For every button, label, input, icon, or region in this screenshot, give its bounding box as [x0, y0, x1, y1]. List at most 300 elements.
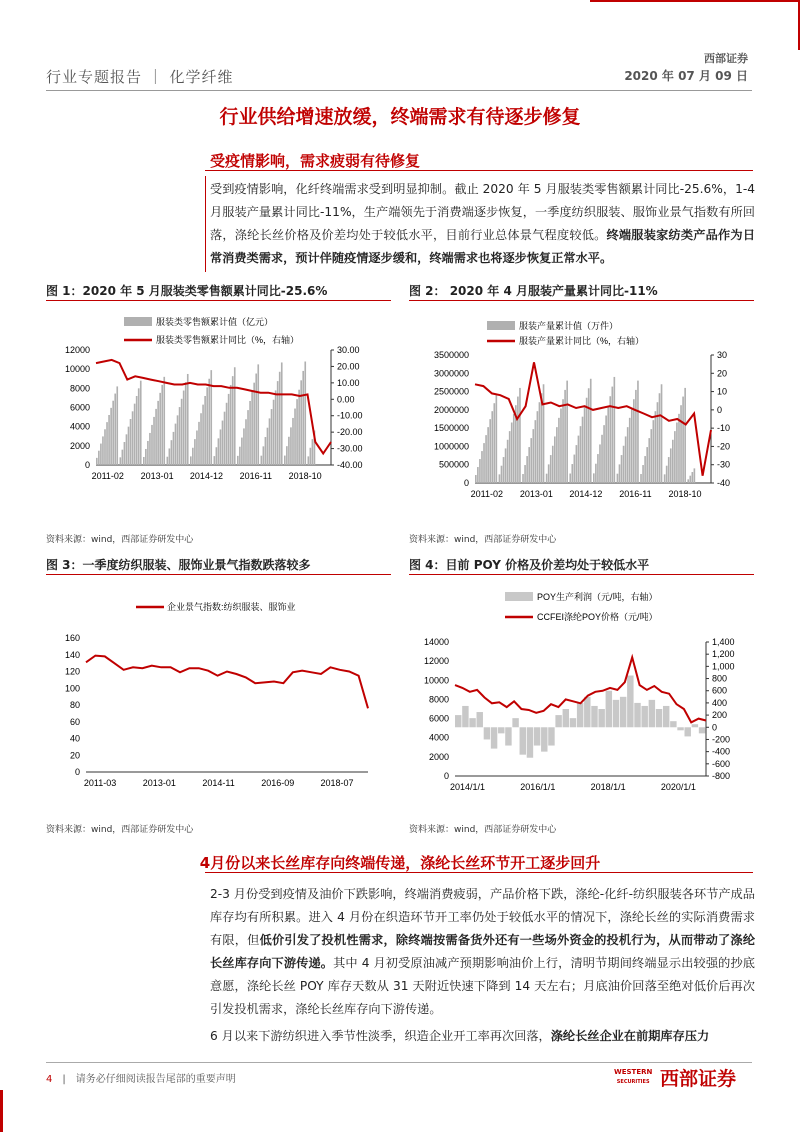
- chart2-bar: [625, 436, 627, 483]
- chart2-xtick: 2016-11: [619, 489, 652, 499]
- chart2-bar: [524, 465, 526, 483]
- chart4-profit-bar: [692, 724, 698, 727]
- section-divider-1: [205, 170, 753, 171]
- chart2-bar: [635, 390, 637, 483]
- chart2-bar: [659, 393, 661, 483]
- chart1-bar: [161, 385, 163, 465]
- chart1-bar: [192, 448, 194, 465]
- chart4-ytick-right: -400: [712, 746, 731, 757]
- chart1-bar: [271, 409, 273, 465]
- chart1-ytick-right: 0.00: [337, 394, 355, 405]
- chart2-bar: [680, 405, 682, 483]
- chart3-xtick: 2011-03: [83, 778, 117, 788]
- chart2-bar: [650, 429, 652, 483]
- chart1-bar: [181, 399, 183, 465]
- chart1-bar: [175, 424, 177, 465]
- chart4-profit-bar: [498, 727, 504, 733]
- chart3-ytick-left: 140: [64, 649, 80, 660]
- chart1-xtick: 2016-11: [239, 471, 272, 481]
- chart2-bar: [543, 384, 545, 483]
- fig3-source: 资料来源：wind，西部证券研发中心: [46, 825, 194, 835]
- chart1-bar: [124, 442, 126, 465]
- chart2-bar: [560, 409, 562, 483]
- fig1-source: 资料来源：wind，西部证券研发中心: [46, 535, 194, 545]
- chart1-bar: [140, 381, 142, 465]
- chart4-profit-bar: [649, 700, 655, 727]
- chart1-bar: [202, 405, 204, 465]
- chart4-profit-bar: [670, 721, 676, 727]
- chart1-bar: [220, 429, 222, 465]
- chart2-bar: [507, 440, 509, 483]
- chart4-profit-bar: [455, 715, 461, 727]
- chart4-profit-bar: [520, 727, 526, 754]
- chart4-profit-bar: [684, 727, 690, 736]
- chart3-xtick: 2013-01: [142, 778, 176, 788]
- logo-english: WESTERN SECURITIES: [614, 1068, 653, 1085]
- chart1-bar: [304, 362, 306, 466]
- chart2-bar: [670, 448, 672, 483]
- chart1-ytick-right: 20.00: [337, 361, 360, 372]
- chart1-bar: [177, 415, 179, 465]
- chart1-bar: [149, 433, 151, 465]
- chart3-ytick-left: 60: [69, 716, 80, 727]
- chart2-xtick: 2018-10: [668, 489, 702, 499]
- chart1-bar: [261, 456, 263, 465]
- chart1-bar: [110, 408, 112, 465]
- chart2-bar: [694, 468, 696, 483]
- chart2-bar: [548, 464, 550, 483]
- chart1-ytick-left: 10000: [64, 364, 90, 375]
- chart4-ytick-right: 200: [712, 710, 728, 721]
- chart4-ytick-left: 6000: [428, 713, 449, 724]
- chart1-bar: [187, 374, 189, 465]
- chart4-ytick-right: 400: [712, 697, 728, 708]
- chart1-bar: [102, 436, 104, 465]
- chart1-bar: [204, 396, 206, 465]
- chart-2: [409, 305, 754, 520]
- chart1-ytick-left: 2000: [69, 440, 90, 451]
- chart4-profit-bar: [656, 709, 662, 727]
- chart1-bar: [257, 364, 259, 465]
- chart2-bar: [684, 388, 686, 483]
- chart4-xtick: 2018/1/1: [590, 782, 626, 792]
- chart2-bar: [496, 395, 498, 483]
- chart1-bar: [171, 440, 173, 465]
- chart4-xtick: 2016/1/1: [520, 782, 556, 792]
- chart2-bar: [674, 431, 676, 483]
- chart1-bar: [298, 390, 300, 465]
- chart2-bar: [609, 396, 611, 483]
- chart1-bar: [116, 386, 118, 465]
- chart1-bar: [128, 427, 130, 465]
- chart1-bar: [251, 392, 253, 465]
- chart2-bar: [655, 411, 657, 483]
- chart2-bar: [541, 393, 543, 483]
- chart4-profit-bar: [613, 700, 619, 727]
- chart1-bar: [136, 396, 138, 465]
- chart2-bar: [574, 455, 576, 483]
- fig4-source: 资料来源：wind，西部证券研发中心: [409, 825, 557, 835]
- chart1-legend-line: 服装类零售额累计同比（%，右轴）: [156, 335, 300, 345]
- chart4-profit-bar: [512, 718, 518, 727]
- footer-divider: [46, 1062, 752, 1063]
- chart2-ytick-left: 2500000: [433, 386, 469, 397]
- paragraph-marker: [205, 176, 206, 272]
- chart1-bar: [98, 451, 100, 465]
- chart3-legend: [136, 601, 296, 612]
- chart1-bar: [279, 372, 281, 465]
- chart1-bar: [263, 446, 265, 465]
- chart2-bar: [475, 475, 477, 483]
- chart2-bar: [621, 455, 623, 483]
- section-heading-2: 4月份以来长丝库存向终端传递，涤纶长丝环节开工逐步回升: [199, 854, 601, 872]
- chart1-bar: [234, 367, 236, 465]
- chart4-profit-bar: [555, 715, 561, 727]
- chart1-xtick: 2018-10: [288, 471, 322, 481]
- chart4-legend-area: POY生产利润（元/吨，右轴）: [537, 592, 658, 602]
- chart1-bar: [230, 385, 232, 465]
- chart1-bar: [308, 456, 310, 465]
- chart4-ytick-left: 10000: [423, 675, 449, 686]
- chart4-legend-line: CCFEI涤纶POY价格（元/吨）: [537, 612, 658, 622]
- chart1-bar: [239, 447, 241, 465]
- chart2-bar: [599, 444, 601, 483]
- chart1-bar: [134, 404, 136, 465]
- chart1-bar: [155, 409, 157, 465]
- chart1-bar: [132, 411, 134, 465]
- chart4-profit-bar: [491, 727, 497, 748]
- chart4-ytick-right: 1,200: [712, 649, 735, 660]
- chart2-bar: [666, 466, 668, 483]
- chart4-profit-bar: [584, 697, 590, 727]
- chart4-profit-bar: [634, 703, 640, 727]
- chart4-profit-bar: [570, 718, 576, 727]
- chart2-ytick-right: -20: [717, 441, 731, 452]
- chart4-profit-bar: [699, 727, 705, 733]
- chart4-profit-bar: [641, 706, 647, 727]
- chart4-profit-bar: [505, 727, 511, 745]
- chart2-bar: [493, 403, 495, 483]
- chart2-bar: [631, 409, 633, 483]
- chart1-bar: [198, 422, 200, 465]
- chart1-ytick-right: 30.00: [337, 345, 360, 355]
- chart3-ytick-left: 120: [64, 666, 80, 677]
- chart1-bar: [114, 394, 116, 465]
- chart2-bar: [627, 427, 629, 483]
- fig4-title: 图 4：目前 POY 价格及价差均处于较低水平: [409, 558, 650, 572]
- section2-paragraph-2: 6 月以来下游纺织进入季节性淡季，织造企业开工率再次回落，涤纶长丝企业在前期库存压力: [210, 1029, 710, 1043]
- chart2-ytick-left: 0: [463, 478, 469, 488]
- chart4-ytick-right: 600: [712, 685, 728, 696]
- chart1-bar: [185, 382, 187, 465]
- chart2-bar: [537, 411, 539, 483]
- chart1-bar: [173, 432, 175, 465]
- chart2-bar: [682, 397, 684, 483]
- chart2-bar: [562, 399, 564, 483]
- page-title: 行业供给增速放缓，终端需求有待逐步修复: [219, 106, 581, 128]
- chart2-bar: [477, 467, 479, 483]
- chart2-legend: [487, 320, 644, 347]
- chart1-bar: [237, 456, 239, 465]
- chart2-bar: [661, 384, 663, 483]
- chart2-bar: [511, 422, 513, 483]
- chart1-bar: [249, 401, 251, 465]
- chart2-xtick: 2013-01: [519, 489, 553, 499]
- section1-paragraph: 受到疫情影响，化纤终端需求受到明显抑制。截止 2020 年 5 月服装类零售额累计同比-25.6%，1-4 月服装产量累计同比-11%，生产端领先于消费端逐步恢复，一季度纺织服装、服饰业景气指数有所回落，涤纶长丝价格及价差均处于较低水平，目前行业总体景气程度较低。终端服装家纺类产品作为日常消费类需求，预计伴随疫情逐步缓和，终端需求也将逐步恢复正常水平。: [210, 182, 756, 265]
- chart1-bar: [206, 387, 208, 465]
- chart4-profit-bar: [548, 727, 554, 745]
- chart1-ytick-left: 8000: [69, 383, 90, 394]
- chart1-bar: [210, 370, 212, 465]
- chart1-bar: [224, 412, 226, 465]
- chart2-bar: [528, 447, 530, 483]
- chart1-bar: [200, 413, 202, 465]
- chart1-bar: [310, 448, 312, 465]
- chart2-bar: [676, 422, 678, 483]
- chart1-bar: [296, 399, 298, 465]
- chart4-profit-bar: [541, 727, 547, 751]
- chart2-bar: [552, 446, 554, 483]
- chart1-bar: [243, 428, 245, 465]
- chart2-bar: [614, 377, 616, 483]
- chart2-bar: [633, 399, 635, 483]
- chart2-bar: [485, 435, 487, 483]
- chart2-bar: [489, 419, 491, 483]
- chart2-bar: [483, 443, 485, 483]
- chart4-ytick-right: 0: [712, 722, 718, 733]
- chart3-xtick: 2014-11: [202, 778, 235, 788]
- chart1-bar: [208, 379, 210, 465]
- chart2-bar: [558, 418, 560, 483]
- chart1-xtick: 2013-01: [140, 471, 174, 481]
- chart2-bar: [546, 474, 548, 483]
- chart2-bar: [653, 420, 655, 483]
- chart2-bar: [619, 464, 621, 483]
- chart2-bar: [588, 388, 590, 483]
- chart1-bar: [286, 446, 288, 465]
- chart1-bar: [145, 449, 147, 465]
- chart-1: [46, 305, 391, 520]
- report-date: 2020 年 07 月 09 日: [624, 69, 748, 83]
- chart1-bar: [138, 388, 140, 465]
- chart2-bar: [607, 406, 609, 483]
- chart1-bar: [218, 438, 220, 465]
- chart2-bar: [672, 440, 674, 483]
- chart1-bar: [222, 421, 224, 465]
- chart1-bar: [300, 380, 302, 465]
- chart4-profit-bar: [527, 727, 533, 757]
- chart1-bar: [153, 417, 155, 465]
- chart2-ytick-right: 30: [717, 350, 728, 360]
- chart3-ytick-left: 80: [69, 700, 80, 710]
- chart4-ytick-left: 12000: [423, 656, 449, 667]
- chart2-ytick-left: 3500000: [433, 350, 469, 360]
- chart2-ytick-right: -10: [717, 423, 731, 434]
- chart4-profit-bar: [620, 697, 626, 727]
- chart1-bar: [241, 438, 243, 465]
- chart4-ytick-left: 2000: [428, 751, 449, 762]
- chart2-bar: [530, 438, 532, 483]
- chart4-legend: [505, 591, 658, 622]
- chart4-ytick-right: -800: [712, 771, 731, 781]
- chart1-bar: [255, 374, 257, 465]
- chart1-bar: [194, 439, 196, 465]
- chart2-bar: [522, 474, 524, 483]
- chart1-bar: [269, 418, 271, 465]
- chart4-ytick-left: 0: [443, 771, 449, 781]
- chart3-ytick-left: 40: [69, 733, 80, 744]
- chart1-bar: [157, 401, 159, 465]
- chart3-ytick-left: 20: [69, 750, 80, 761]
- corner-accent-top: [590, 0, 800, 14]
- chart2-bar: [532, 429, 534, 483]
- chart4-profit-bar: [606, 691, 612, 728]
- chart2-bar: [605, 416, 607, 483]
- chart1-xtick: 2011-02: [91, 471, 124, 481]
- chart4-profit-bar: [534, 727, 540, 745]
- chart1-bar: [216, 447, 218, 465]
- chart3-ytick-left: 160: [64, 633, 80, 643]
- chart3-legend-line: 企业景气指数:纺织服装、服饰业: [167, 602, 296, 612]
- chart4-profit-bar: [484, 727, 490, 739]
- chart2-bar: [499, 474, 501, 483]
- fig2-source: 资料来源：wind，西部证券研发中心: [409, 535, 557, 545]
- chart2-bar: [603, 425, 605, 483]
- chart1-bar: [159, 393, 161, 465]
- chart1-bar: [284, 456, 286, 465]
- chart1-bar: [267, 428, 269, 465]
- chart1-bar: [120, 457, 122, 465]
- chart2-bar: [566, 381, 568, 483]
- chart4-profit-bar: [563, 709, 569, 727]
- chart2-bar: [611, 387, 613, 483]
- chart1-bar: [126, 434, 128, 465]
- chart1-bar: [290, 427, 292, 465]
- chart1-bar: [183, 391, 185, 465]
- chart2-bar: [509, 431, 511, 483]
- chart1-bar: [232, 376, 234, 465]
- chart1-bar: [214, 456, 216, 465]
- chart1-bar: [302, 371, 304, 465]
- chart-3: [46, 580, 391, 805]
- chart1-bar: [100, 444, 102, 465]
- chart1-bar: [190, 456, 192, 465]
- chart1-bar: [288, 437, 290, 465]
- chart1-bar: [96, 458, 98, 465]
- chart2-bar: [584, 407, 586, 483]
- chart2-ytick-left: 1500000: [433, 423, 469, 434]
- chart2-ytick-right: -30: [717, 459, 731, 470]
- chart2-bar: [517, 397, 519, 483]
- chart4-profit-bar: [627, 676, 633, 728]
- fig4-title-line: [409, 574, 754, 575]
- chart2-bar: [501, 466, 503, 483]
- chart2-bar: [590, 379, 592, 483]
- chart2-bar: [526, 456, 528, 483]
- chart4-profit-bar: [591, 706, 597, 727]
- chart3-ytick-left: 0: [74, 767, 80, 777]
- chart2-ytick-left: 500000: [438, 459, 469, 470]
- chart1-ytick-right: 10.00: [337, 377, 360, 388]
- chart1-bar: [179, 407, 181, 465]
- chart2-bar: [629, 418, 631, 483]
- chart2-ytick-left: 1000000: [433, 441, 469, 452]
- company-name: 西部证券: [704, 52, 748, 65]
- chart1-ytick-left: 0: [84, 460, 90, 470]
- chart2-bar: [648, 438, 650, 483]
- report-category: 行业专题报告 ｜ 化学纤维: [46, 68, 234, 86]
- chart1-bar: [163, 377, 165, 465]
- chart1-bar: [281, 362, 283, 465]
- chart2-bar: [640, 474, 642, 483]
- chart2-bar: [479, 459, 481, 483]
- footer-notice: 4 | 请务必仔细阅读报告尾部的重要声明: [46, 1074, 236, 1085]
- chart1-bar: [196, 431, 198, 466]
- fig3-title: 图 3：一季度纺织服装、服饰业景气指数跌落较多: [46, 558, 311, 572]
- chart2-bar: [487, 427, 489, 483]
- chart4-profit-bar: [677, 727, 683, 730]
- chart1-bar: [226, 403, 228, 465]
- chart2-bar: [687, 479, 689, 483]
- chart2-bar: [505, 448, 507, 483]
- chart1-bar: [275, 390, 277, 465]
- chart1-ytick-right: -10.00: [337, 410, 363, 421]
- chart3-xtick: 2016-09: [261, 778, 295, 788]
- chart2-bar: [481, 451, 483, 483]
- company-logo: 西部证券: [660, 1068, 737, 1090]
- chart1-ytick-right: -20.00: [337, 427, 363, 438]
- chart2-bar: [571, 464, 573, 483]
- chart2-ytick-left: 2000000: [433, 404, 469, 415]
- chart2-bar: [554, 436, 556, 483]
- chart2-legend-line: 服装产量累计同比（%，右轴）: [519, 336, 645, 346]
- chart2-bar: [593, 473, 595, 483]
- chart2-bar: [580, 426, 582, 483]
- chart2-bar: [578, 436, 580, 483]
- chart2-bar: [513, 414, 515, 483]
- chart4-profit-bar: [469, 718, 475, 727]
- chart3-ytick-left: 100: [64, 683, 80, 694]
- chart2-bar: [535, 420, 537, 483]
- chart1-bar: [245, 419, 247, 465]
- chart4-profit-bar: [663, 706, 669, 727]
- fig1-title-line: [46, 300, 391, 301]
- chart2-bar: [623, 446, 625, 483]
- chart4-xtick: 2014/1/1: [450, 782, 486, 792]
- fig2-title: 图 2： 2020 年 4 月服装产量累计同比-11%: [409, 284, 658, 298]
- chart2-bar: [597, 454, 599, 483]
- chart1-bar: [108, 415, 110, 465]
- chart1-legend-bar: 服装类零售额累计值（亿元）: [156, 317, 274, 327]
- chart1-bar: [122, 450, 124, 465]
- section2-paragraph-1: 2-3 月份受到疫情及油价下跌影响，终端消费疲弱，产品价格下跌，涤纶-化纤-纺织服装各环节产成品库存均有所积累。进入 4 月份在织造环节开工率仍处于较低水平的情况下，涤纶长丝的实际消费需求有限，但低价引发了投机性需求，除终端按需备货外还有一些场外资金的投机行为，从而带动了涤纶长丝库存向下游传递。其中 4 月初受原油减产预期影响油价上行，清明节期间终端显示出较强的抄底意愿，涤纶长丝 POY 库存天数从 31 天附近快速下降到 14 天左右；月底油价回落至绝对低价后再次引发投机需求，涤纶长丝库存向下游传递。: [210, 887, 756, 1016]
- chart2-ytick-right: 0: [717, 404, 723, 415]
- chart2-bar: [644, 456, 646, 483]
- chart2-bar: [519, 388, 521, 483]
- header-divider: [46, 90, 752, 91]
- chart2-bar: [556, 427, 558, 483]
- chart2-bar: [657, 402, 659, 483]
- chart1-bar: [106, 422, 108, 465]
- chart1-bar: [294, 409, 296, 465]
- chart1-bar: [112, 401, 114, 465]
- chart4-xtick: 2020/1/1: [660, 782, 696, 792]
- chart4-ytick-right: -600: [712, 758, 731, 769]
- chart-4: [409, 580, 754, 805]
- chart1-xtick: 2014-12: [189, 471, 223, 481]
- chart2-bar: [646, 447, 648, 483]
- corner-accent-bottom: [0, 1090, 12, 1132]
